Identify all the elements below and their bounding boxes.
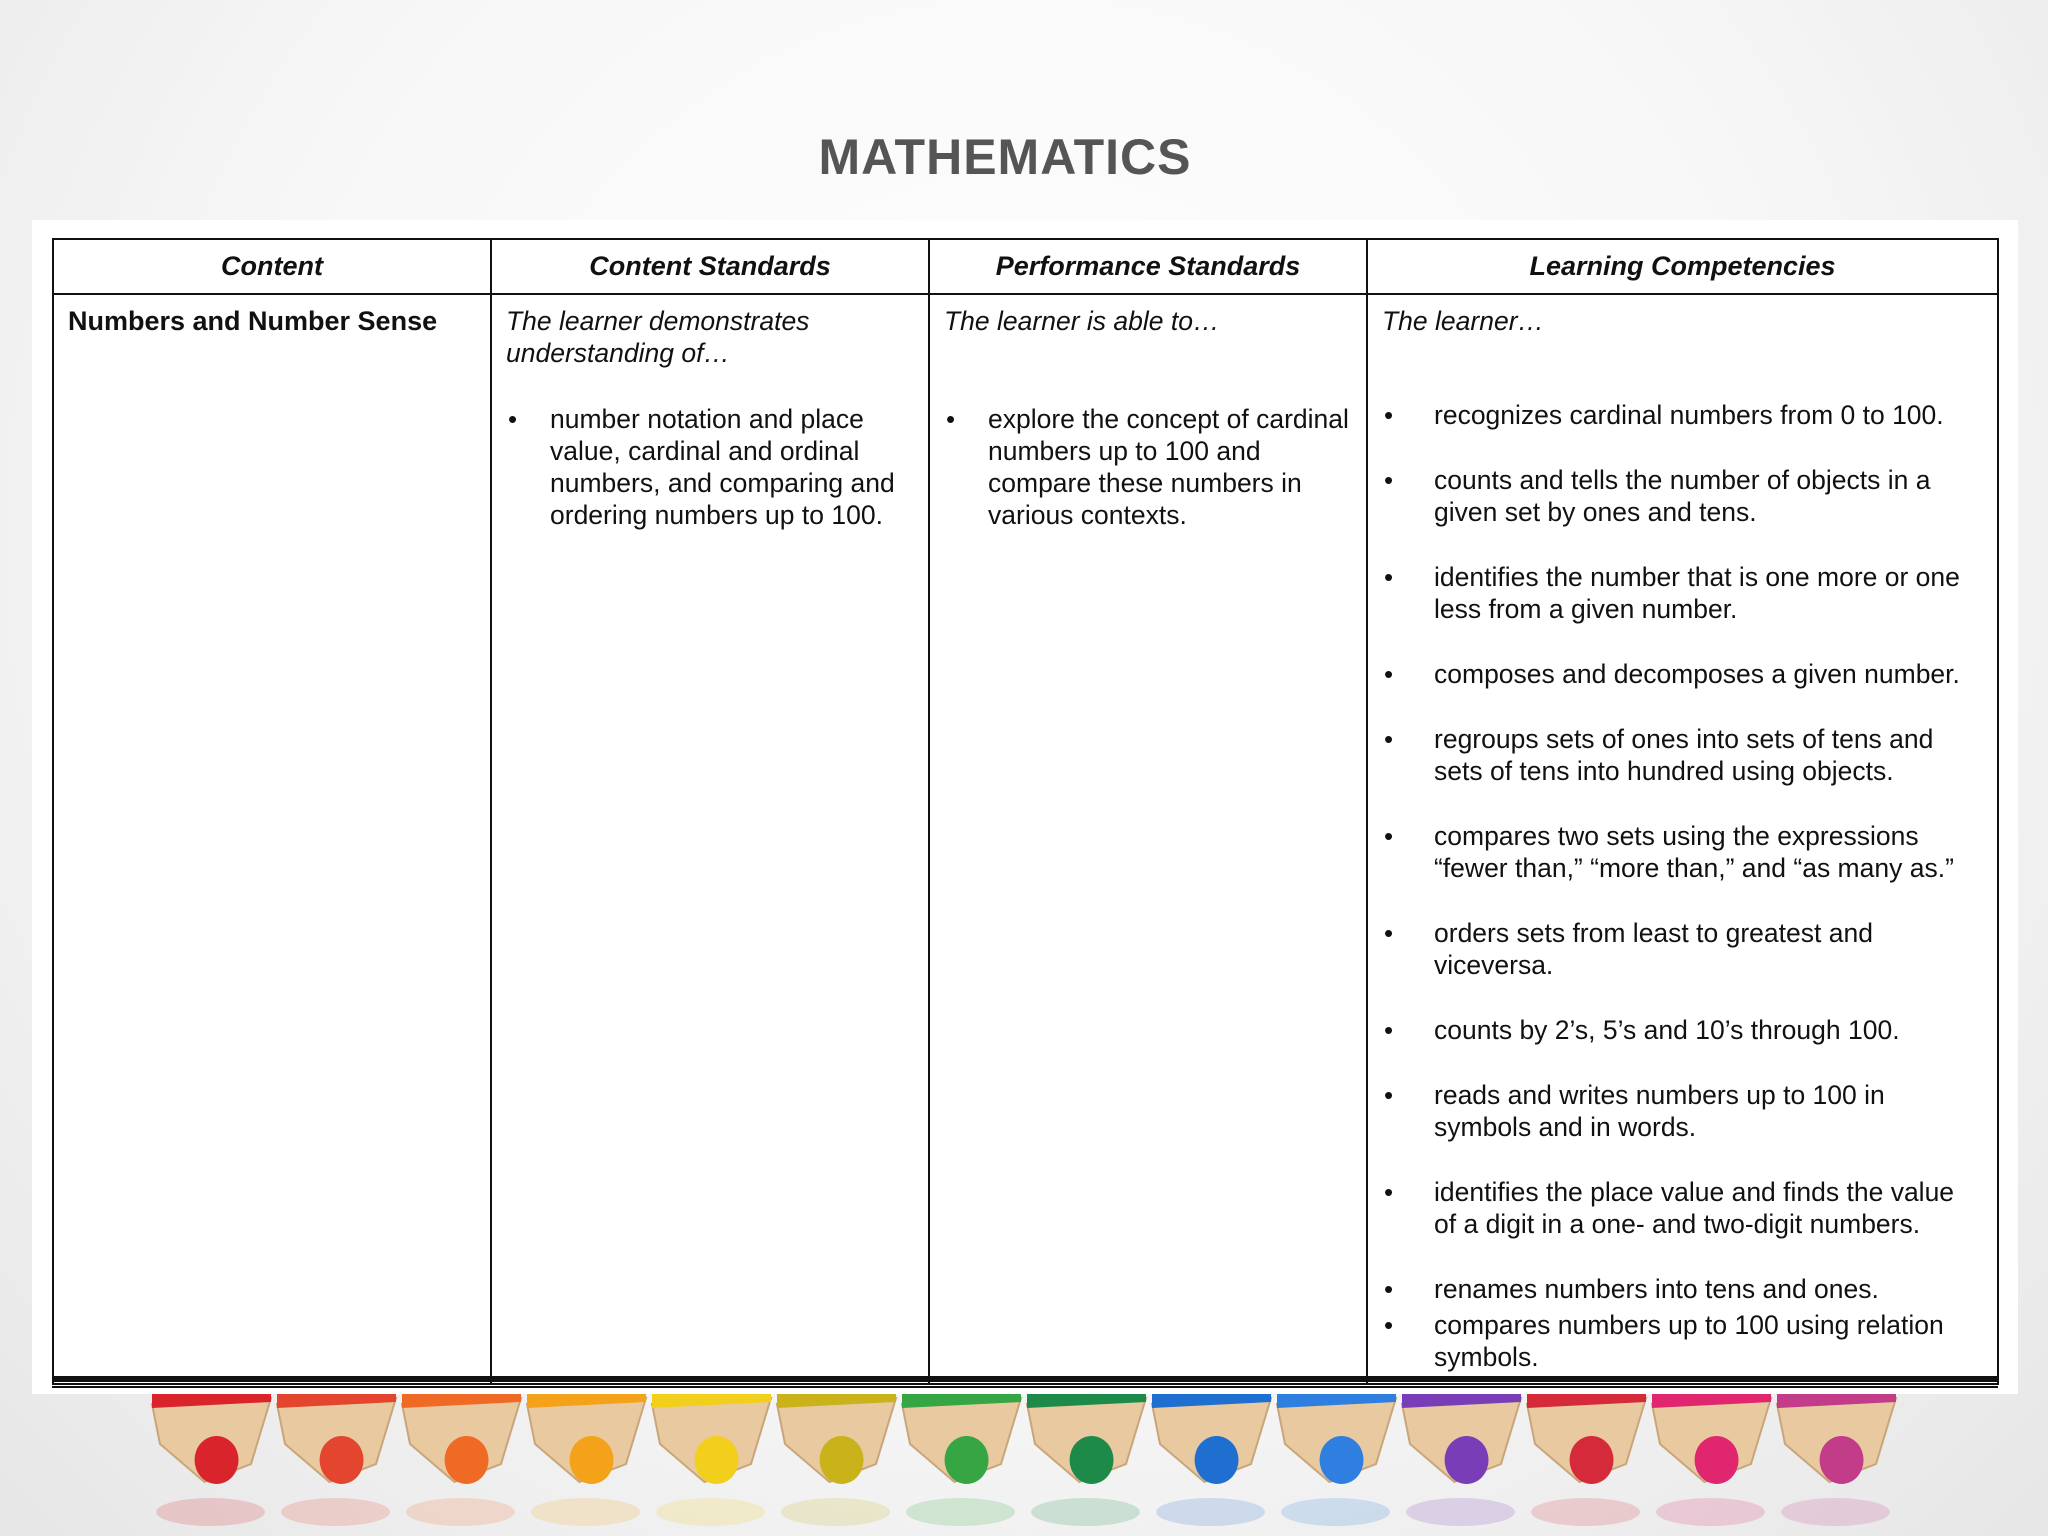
pencil-icon [152,1394,271,1526]
list-item [1382,1309,1983,1373]
colored-pencils-image [150,1394,1900,1536]
bullet-icon: • [1384,918,1394,948]
bullet-icon: • [1384,1015,1394,1045]
bullet-icon: • [1384,1080,1394,1110]
slide-title: MATHEMATICS [818,129,1192,185]
list-item-text: compares two sets using the expressions “fewer than,” “more than,” and “as many as.” [1434,821,1954,883]
list-item [506,403,914,531]
header-content: Content [53,239,491,294]
list-item-text: explore the concept of cardinal numbers up to 100 and compare these numbers in various contexts. [988,404,1349,530]
bullet-icon: • [1384,724,1394,754]
list-item-text: identifies the number that is one more or one less from a given number. [1434,562,1960,624]
list-item [1382,399,1983,431]
list-item-text: renames numbers into tens and ones. [1434,1274,1879,1304]
content-standards-list [506,403,914,531]
bullet-icon: • [1384,1274,1394,1304]
bullet-icon: • [1384,400,1394,430]
learning-competencies-cell [1367,294,1998,1384]
list-item [1382,1014,1983,1046]
learning-competencies-intro: The learner… [1382,306,1545,336]
list-item-text: identifies the place value and finds the value of a digit in a one- and two-digit numbers. [1434,1177,1955,1239]
list-item [1382,464,1983,528]
list-item-text: orders sets from least to greatest and viceversa. [1434,918,1873,980]
performance-standards-cell [929,294,1367,1384]
list-item [1382,1176,1983,1240]
list-item-text: compares numbers up to 100 using relation symbols. [1434,1310,1944,1372]
pencil-icon [1777,1394,1896,1526]
pencil-icon [277,1394,396,1526]
bullet-icon: • [1384,659,1394,689]
content-name: Numbers and Number Sense [68,306,438,336]
content-cell [53,294,491,1384]
list-item [1382,917,1983,981]
list-item-text: regroups sets of ones into sets of tens and sets of tens into hundred using objects. [1434,724,1934,786]
list-item [1382,820,1983,884]
content-standards-intro: The learner demonstrates understanding of… [506,306,810,368]
pencil-icon [902,1394,1021,1526]
list-item-text: composes and decomposes a given number. [1434,659,1960,689]
list-item [1382,1079,1983,1143]
header-performance-standards: Performance Standards [929,239,1367,294]
pencil-icon [1027,1394,1146,1526]
performance-standards-list [944,403,1352,531]
list-item-text: recognizes cardinal numbers from 0 to 100. [1434,400,1944,430]
pencil-icon [527,1394,646,1526]
bullet-icon: • [1384,1310,1394,1340]
list-item [1382,658,1983,690]
bullet-icon: • [1384,1177,1394,1207]
pencil-icon [652,1394,771,1526]
bullet-icon: • [1384,562,1394,592]
list-item [1382,723,1983,787]
pencil-icon [1152,1394,1271,1526]
bullet-icon: • [1384,465,1394,495]
header-learning-competencies: Learning Competencies [1367,239,1998,294]
pencil-icon [1527,1394,1646,1526]
learning-competencies-list [1382,399,1983,1373]
header-content-standards: Content Standards [491,239,929,294]
pencil-icon [1402,1394,1521,1526]
curriculum-table [52,238,1999,1385]
pencil-icon [1277,1394,1396,1526]
bullet-icon: • [946,404,956,434]
bullet-icon: • [508,404,518,434]
content-standards-cell [491,294,929,1384]
pencil-icon [1652,1394,1771,1526]
bottom-rule-thick [52,1376,1998,1382]
bullet-icon: • [1384,821,1394,851]
list-item-text: reads and writes numbers up to 100 in symbols and in words. [1434,1080,1885,1142]
bottom-rule-thin [52,1386,1998,1388]
list-item [1382,561,1983,625]
list-item-text: number notation and place value, cardinal and ordinal numbers, and comparing and ordering numbers up to 100. [550,404,895,530]
list-item-text: counts by 2’s, 5’s and 10’s through 100. [1434,1015,1900,1045]
pencil-icon [402,1394,521,1526]
list-item-text: counts and tells the number of objects in a given set by ones and tens. [1434,465,1931,527]
list-item [1382,1273,1983,1305]
table-header-row [53,239,1998,294]
table-row [53,294,1998,1384]
list-item [944,403,1352,531]
performance-standards-intro: The learner is able to… [944,306,1220,336]
pencil-icon [777,1394,896,1526]
